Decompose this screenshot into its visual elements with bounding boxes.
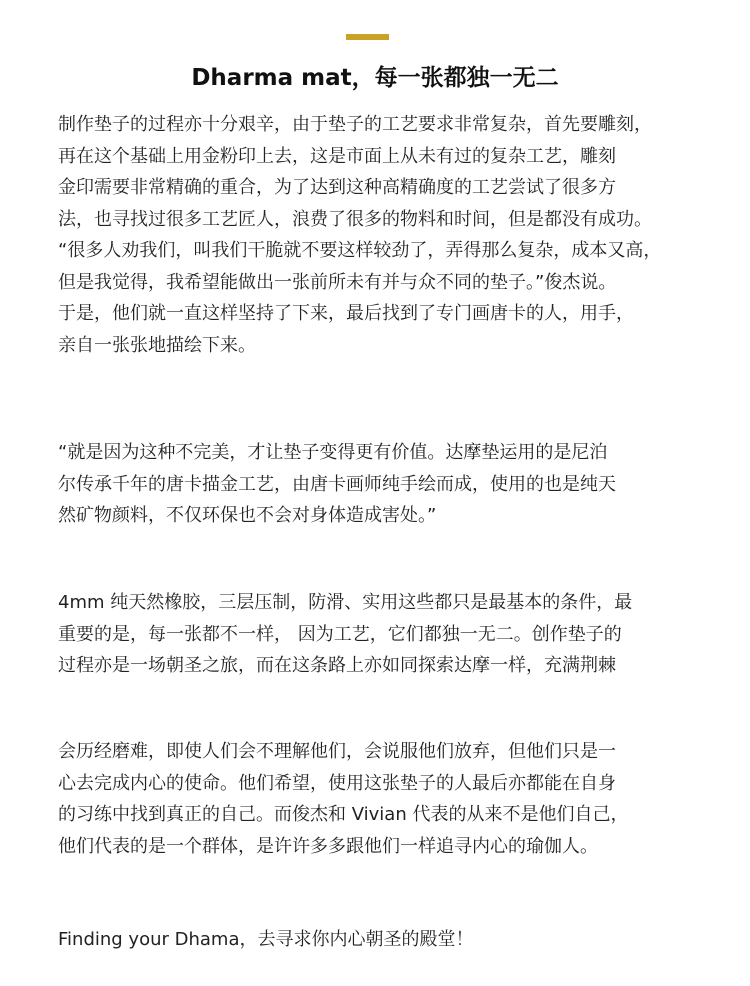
text-line: 于是，他们就一直这样坚持了下来，最后找到了专门画唐卡的人，用手， <box>58 303 634 324</box>
paragraph-mission <box>58 736 718 862</box>
text-line: Finding your Dhama，去寻求你内心朝圣的殿堂！ <box>58 929 474 950</box>
text-line: “很多人劝我们，叫我们干脆就不要这样较劲了，弄得那么复杂，成本又高， <box>58 240 662 261</box>
text-line: 金印需要非常精确的重合，为了达到这种高精确度的工艺尝试了很多方 <box>58 177 616 198</box>
text-line: 4mm 纯天然橡胶，三层压制，防滑、实用这些都只是最基本的条件，最 <box>58 592 633 613</box>
text-line: 然矿物颜料，不仅环保也不会对身体造成害处。” <box>58 505 437 526</box>
text-line: 他们代表的是一个群体，是许许多多跟他们一样追寻内心的瑜伽人。 <box>58 835 598 857</box>
text-line: 制作垫子的过程亦十分艰辛，由于垫子的工艺要求非常复杂，首先要雕刻， <box>58 114 652 135</box>
page-title: Dharma mat，每一张都独一无二 <box>191 65 559 91</box>
paragraph-material <box>58 587 718 682</box>
text-line: 过程亦是一场朝圣之旅，而在这条路上亦如同探索达摩一样，充满荆棘 <box>58 655 616 676</box>
paragraph-imperfection-quote <box>58 437 718 532</box>
text-line: 重要的是，每一张都不一样， 因为工艺，它们都独一无二。创作垫子的 <box>58 623 622 645</box>
text-line: 会历经磨难，即使人们会不理解他们，会说服他们放弃，但他们只是一 <box>58 741 616 762</box>
text-line: 再在这个基础上用金粉印上去，这是市面上从未有过的复杂工艺，雕刻 <box>58 145 616 167</box>
paragraph-closing <box>58 924 718 956</box>
text-line: 尔传承千年的唐卡描金工艺，由唐卡画师纯手绘而成，使用的也是纯天 <box>58 473 616 495</box>
text-line: 但是我觉得，我希望能做出一张前所未有并与众不同的垫子。”俊杰说。 <box>58 271 617 293</box>
text-line: 法，也寻找过很多工艺匠人，浪费了很多的物料和时间，但是都没有成功。 <box>58 208 652 230</box>
accent-bar <box>346 34 389 40</box>
text-line: 心去完成内心的使命。他们希望，使用这张垫子的人最后亦都能在自身 <box>58 772 616 794</box>
text-line: 亲自一张张地描绘下来。 <box>58 334 256 356</box>
paragraph-making-process <box>58 109 718 361</box>
text-line: 的习练中找到真正的自己。而俊杰和 Vivian 代表的从来不是他们自己， <box>58 804 629 825</box>
text-line: “就是因为这种不完美，才让垫子变得更有价值。达摩垫运用的是尼泊 <box>58 442 608 463</box>
